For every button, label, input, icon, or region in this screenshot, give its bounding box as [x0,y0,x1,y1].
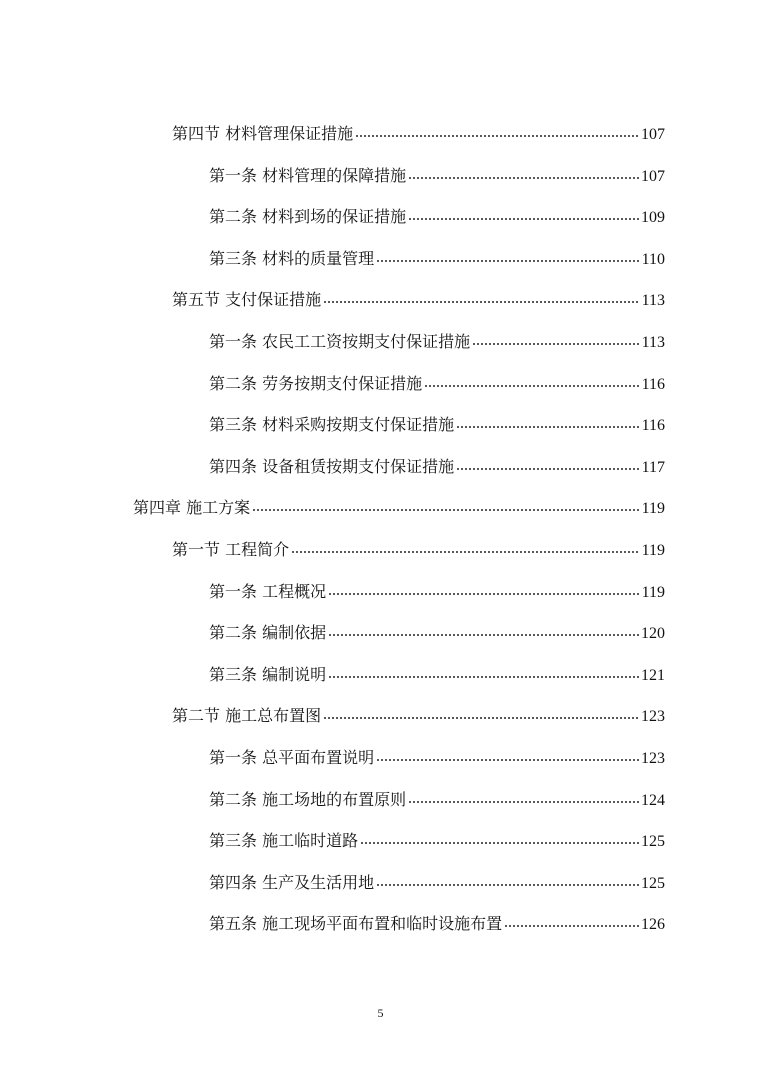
toc-entry[interactable] [209,912,665,936]
toc-entry[interactable] [172,704,665,728]
toc-entry-title: 第五条 施工现场平面布置和临时设施布置 [209,914,503,933]
toc-entry-title: 第二节 施工总布置图 [172,706,322,725]
toc-dot-leader [291,551,640,553]
toc-dot-leader [376,884,639,886]
toc-dot-leader [408,801,639,803]
toc-entry-title: 第三条 材料的质量管理 [209,249,375,268]
toc-entry-page: 113 [641,292,665,309]
toc-dot-leader [376,759,639,761]
toc-entry-page: 109 [641,209,665,226]
toc-entry[interactable] [209,746,665,770]
toc-entry-page: 123 [641,708,665,725]
toc-entry[interactable] [209,871,665,895]
page-number: 5 [377,1006,384,1020]
toc-entry-title: 第二条 劳务按期支付保证措施 [209,374,423,393]
toc-dot-leader [355,135,639,137]
toc-entry-page: 110 [641,251,665,268]
toc-entry-page: 125 [641,833,665,850]
toc-entry-title: 第一条 总平面布置说明 [209,748,375,767]
toc-entry-page: 125 [641,875,665,892]
toc-entry-page: 107 [641,168,665,185]
toc-entry-title: 第一条 工程概况 [209,582,327,601]
toc-dot-leader [252,509,640,511]
toc-entry-page: 119 [641,584,665,601]
toc-entry[interactable] [209,663,665,687]
toc-entry-page: 126 [641,916,665,933]
toc-entry[interactable] [172,122,665,146]
toc-entry[interactable] [133,496,665,520]
toc-entry[interactable] [172,288,665,312]
toc-entry-page: 119 [641,500,665,517]
toc-dot-leader [408,218,639,220]
toc-entry-title: 第四节 材料管理保证措施 [172,124,354,143]
toc-dot-leader [328,593,640,595]
toc-entry-page: 119 [641,542,665,559]
toc-dot-leader [323,301,640,303]
toc-entry-title: 第一条 材料管理的保障措施 [209,166,407,185]
toc-dot-leader [504,925,639,927]
toc-entry-title: 第一节 工程简介 [172,540,290,559]
toc-entry-title: 第三条 施工临时道路 [209,831,359,850]
toc-entry[interactable] [209,580,665,604]
toc-entry[interactable] [209,330,665,354]
toc-entry-title: 第四条 设备租赁按期支付保证措施 [209,457,455,476]
toc-dot-leader [328,676,639,678]
toc-entry[interactable] [209,372,665,396]
toc-entry-title: 第五节 支付保证措施 [172,290,322,309]
toc-entry-page: 117 [641,459,665,476]
toc-entry-page: 121 [641,667,665,684]
toc-entry[interactable] [209,788,665,812]
toc-entry[interactable] [209,164,665,188]
toc-entry[interactable] [209,455,665,479]
toc-dot-leader [456,468,640,470]
toc-dot-leader [360,842,639,844]
toc-entry-title: 第四章 施工方案 [133,498,251,517]
toc-dot-leader [328,634,639,636]
toc-entry-page: 116 [641,417,665,434]
toc-entry-page: 123 [641,750,665,767]
toc-dot-leader [323,717,639,719]
toc-entry[interactable] [209,829,665,853]
toc-dot-leader [376,260,640,262]
toc-dot-leader [472,343,640,345]
toc-entry[interactable] [209,247,665,271]
toc-dot-leader [456,426,640,428]
toc-entry-page: 120 [641,625,665,642]
toc-entry-title: 第二条 编制依据 [209,623,327,642]
toc-dot-leader [408,177,639,179]
toc-entry-title: 第一条 农民工工资按期支付保证措施 [209,332,471,351]
toc-entry-page: 116 [641,376,665,393]
toc-entry-title: 第二条 施工场地的布置原则 [209,790,407,809]
toc-entry-page: 113 [641,334,665,351]
toc-entry-page: 107 [641,126,665,143]
toc-entry-title: 第二条 材料到场的保证措施 [209,207,407,226]
toc-entry[interactable] [209,621,665,645]
toc-entry-title: 第三条 材料采购按期支付保证措施 [209,415,455,434]
toc-entry[interactable] [172,538,665,562]
toc-entry[interactable] [209,413,665,437]
toc-entry[interactable] [209,205,665,229]
toc-entry-title: 第四条 生产及生活用地 [209,873,375,892]
toc-entry-title: 第三条 编制说明 [209,665,327,684]
toc-dot-leader [424,385,640,387]
toc-entry-page: 124 [641,792,665,809]
